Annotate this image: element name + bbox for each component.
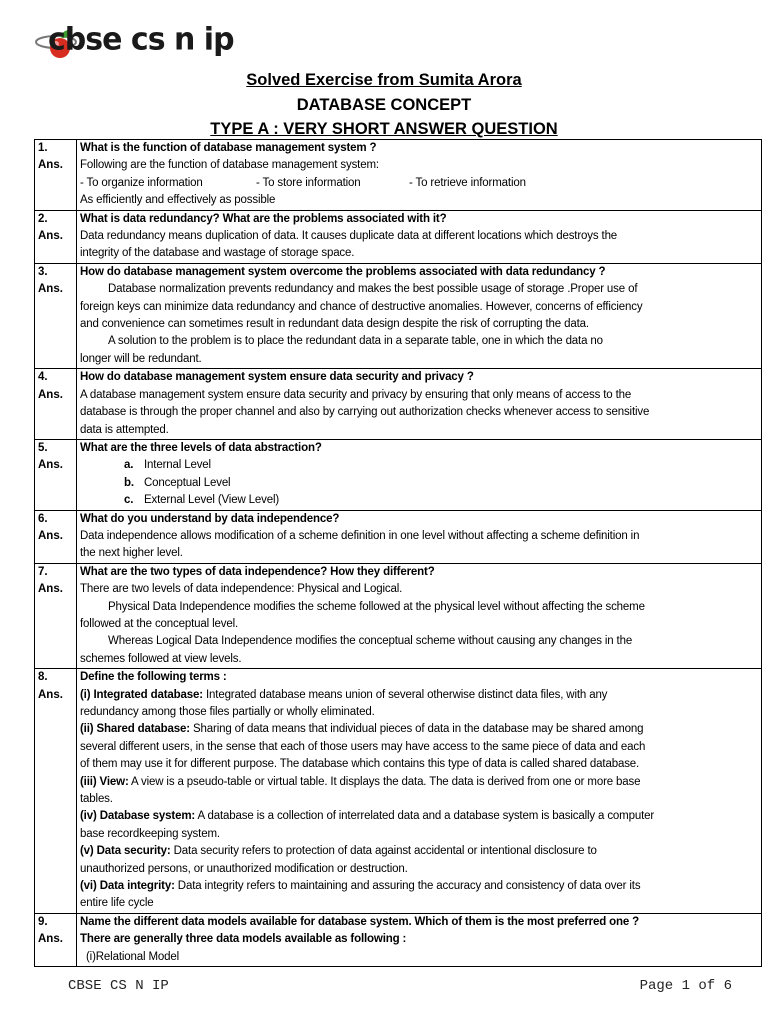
answer-label: Ans. [35,931,77,966]
answer-line: Data independence allows modification of a scheme definition in one level without affecting a scheme definition in [80,529,640,542]
answer-row [35,157,762,210]
definition [80,774,758,791]
question-row [35,369,762,387]
answer-line: of them may use it for different purpose. The database which contains this type of data is called shared database. [80,758,640,771]
question-number: 8. [35,669,77,687]
title-line-2: DATABASE CONCEPT [296,95,472,114]
answer-label: Ans. [35,281,77,369]
question-number: 3. [35,263,77,281]
term-definition: Data integrity refers to maintaining and assuring the accuracy and consistency of data over its [174,880,641,893]
answer-line: integrity of the database and wastage of storage space. [80,247,355,260]
list-marker: a. [124,459,134,472]
question-row [35,510,762,528]
question-text: Name the different data models available for database system. Which of them is the most preferred one ? [77,913,762,931]
question-row [35,140,762,158]
term: (i) Integrated database: [80,688,203,701]
answer-row [35,387,762,440]
term-definition: Data security refers to protection of data against accidental or intentional disclosure to [170,845,597,858]
answer-row [35,228,762,263]
question-row [35,669,762,687]
question-number: 1. [35,140,77,158]
answer-row [35,931,762,966]
answer-label: Ans. [35,157,77,210]
answer-item: - To retrieve information [409,176,526,189]
question-text: What are the two types of data independence? How they different? [77,563,762,581]
term: (ii) Shared database: [80,723,190,736]
answer-line: foreign keys can minimize data redundancy and chance of destructive anomalies. However, concerns of efficiency [80,300,643,313]
answer-line: There are two levels of data independence: Physical and Logical. [80,583,403,596]
answer-text [77,228,762,263]
answer-line: There are generally three data models available as following : [80,933,407,946]
term: (v) Data security: [80,845,171,858]
question-number: 4. [35,369,77,387]
question-text: What is the function of database management system ? [77,140,762,158]
answer-line: followed at the conceptual level. [80,617,239,630]
question-row [35,439,762,457]
question-text: What is data redundancy? What are the problems associated with it? [77,210,762,228]
definition [80,878,758,895]
question-number: 5. [35,439,77,457]
list-marker: b. [124,476,134,489]
list-text: Conceptual Level [144,476,231,489]
term-definition: A view is a pseudo-table or virtual table. It displays the data. The data is derived from one or more base [128,775,641,788]
definition [80,808,758,825]
term-definition: Sharing of data means that individual pieces of data in the database may be shared among [189,723,644,736]
footer-left: CBSE CS N IP [68,978,169,994]
term-definition: A database is a collection of interrelated data and a database system is basically a computer [195,810,655,823]
question-text: What are the three levels of data abstraction? [77,439,762,457]
title-line-3: TYPE A : VERY SHORT ANSWER QUESTION [210,120,558,138]
answer-line: and convenience can sometimes result in redundant data design despite the risk of corrupting the data. [80,318,589,331]
answer-row [35,687,762,914]
answer-line: the next higher level. [80,547,183,560]
answer-text [77,157,762,210]
answer-label: Ans. [35,528,77,563]
term-definition: Integrated database means union of several otherwise distinct data files, with any [202,688,608,701]
answer-item: - To store information [256,176,361,189]
answer-line: Following are the function of database management system: [80,159,379,172]
question-number: 6. [35,510,77,528]
question-number: 9. [35,913,77,931]
question-row [35,563,762,581]
answer-text [77,687,762,914]
question-text: What do you understand by data independence? [77,510,762,528]
answer-label: Ans. [35,687,77,914]
answer-list-item [80,492,758,509]
answer-line: Whereas Logical Data Independence modifies the conceptual scheme without causing any changes in the [108,635,633,648]
answer-line: redundancy among those files partially or wholly eliminated. [80,706,375,718]
answer-line: tables. [80,793,113,806]
title-line-1: Solved Exercise from Sumita Arora [246,71,522,89]
answer-line: Physical Data Independence modifies the scheme followed at the physical level without affecting the scheme [108,600,645,613]
answer-line: A database management system ensure data security and privacy by ensuring that only means of access to the [80,388,632,401]
answer-label: Ans. [35,457,77,510]
definition [80,721,758,738]
answer-line: Database normalization prevents redundancy and makes the best possible usage of storage .Proper use of [108,283,638,296]
page-number: Page 1 of 6 [639,978,732,994]
question-number: 2. [35,210,77,228]
logo-text: cbse cs n ip [48,21,234,58]
term: (iv) Database system: [80,810,196,823]
answer-text [77,387,762,440]
question-row [35,263,762,281]
answer-line: (i)Relational Model [86,950,180,963]
answer-row [35,281,762,369]
answer-text [77,281,762,369]
term: (iii) View: [80,775,129,788]
answer-line [80,175,758,192]
answer-row [35,457,762,510]
question-text: How do database management system ensure data security and privacy ? [77,369,762,387]
answer-label: Ans. [35,387,77,440]
term: (vi) Data integrity: [80,880,175,893]
answer-line: schemes followed at view levels. [80,652,242,665]
answer-line: base recordkeeping system. [80,827,220,840]
document-headings [0,68,768,142]
list-marker: c. [124,494,134,507]
answer-text [77,581,762,669]
definition [80,843,758,860]
answer-line: database is through the proper channel and also by carrying out authorization checks whenever access to sensitive [80,406,650,419]
answer-row [35,528,762,563]
answer-label: Ans. [35,228,77,263]
qa-table [34,139,762,967]
answer-label: Ans. [35,581,77,669]
list-text: Internal Level [144,459,211,472]
answer-line: unauthorized persons, or unauthorized modification or destruction. [80,862,408,875]
question-text: How do database management system overcome the problems associated with data redundancy ? [77,263,762,281]
list-text: External Level (View Level) [144,494,280,507]
definition [80,687,758,704]
answer-line: several different users, in the sense that each of those users may have access to the same piece of data and each [80,740,646,753]
answer-text [77,457,762,510]
answer-line: data is attempted. [80,423,169,436]
answer-item: - To organize information [80,176,203,189]
answer-line: entire life cycle [80,897,154,910]
answer-list-item [80,457,758,474]
answer-text [77,931,762,966]
answer-line: Data redundancy means duplication of data. It causes duplicate data at different locations which destroys the [80,230,618,243]
answer-list-item [80,475,758,492]
question-number: 7. [35,563,77,581]
answer-line: longer will be redundant. [80,352,202,365]
question-row [35,913,762,931]
answer-line: A solution to the problem is to place the redundant data in a separate table, one in which the data no [108,335,603,348]
answer-text [77,528,762,563]
answer-line: As efficiently and effectively as possible [80,194,276,207]
question-row [35,210,762,228]
question-text: Define the following terms : [77,669,762,687]
answer-row [35,581,762,669]
